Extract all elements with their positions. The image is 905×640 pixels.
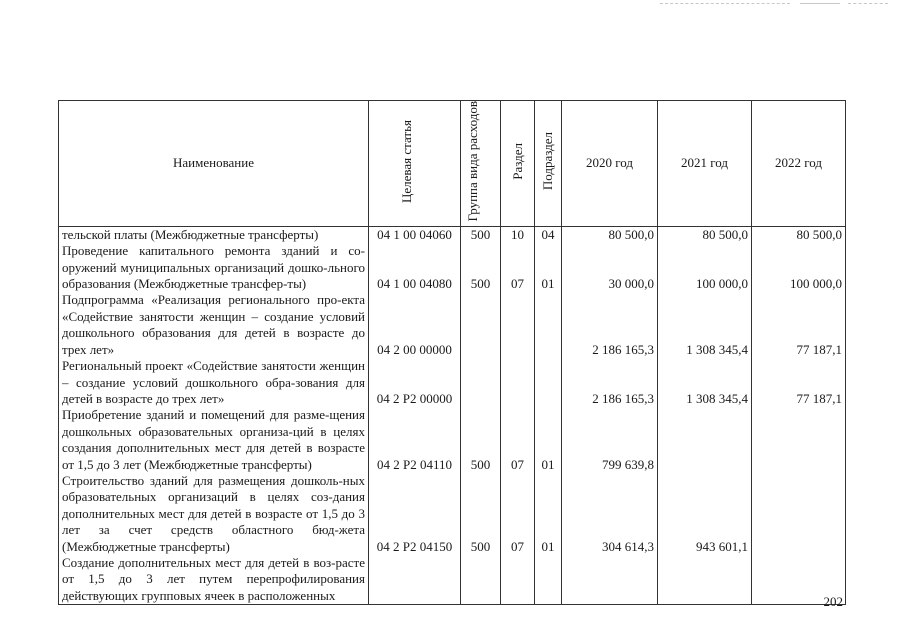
row-name: Приобретение зданий и помещений для разме-щения дошкольных образовательных организа-ций в целях создания дополнительных мест для детей в возрасте от 1,5 до 3 лет (Межбюджетные трансферты) bbox=[59, 407, 369, 473]
row-name: Проведение капитального ремонта зданий и со-оружений муниципальных организаций дошко-льного образования (Межбюджетные трансфер-ты) bbox=[59, 243, 369, 292]
row-name: Создание дополнительных мест для детей в воз-расте от 1,5 до 3 лет путем перепрофилирования действующих групповых ячеек в расположенных bbox=[59, 555, 369, 605]
scan-line bbox=[848, 3, 888, 4]
row-section bbox=[501, 358, 535, 407]
row-subsection bbox=[535, 292, 562, 358]
row-2022: 77 187,1 bbox=[752, 292, 846, 358]
row-2021 bbox=[658, 407, 752, 473]
row-2020: 304 614,3 bbox=[562, 473, 658, 555]
row-target-article: 04 2 P2 04150 bbox=[369, 473, 461, 555]
row-2020: 30 000,0 bbox=[562, 243, 658, 292]
table-row bbox=[59, 358, 846, 407]
row-2020 bbox=[562, 555, 658, 605]
row-target-article bbox=[369, 555, 461, 605]
header-target-article: Целевая статья bbox=[369, 101, 461, 227]
row-target-article: 04 1 00 04080 bbox=[369, 243, 461, 292]
row-expense-group: 500 bbox=[461, 226, 501, 243]
budget-table bbox=[58, 100, 846, 605]
row-2022: 80 500,0 bbox=[752, 226, 846, 243]
table-row bbox=[59, 407, 846, 473]
header-name: Наименование bbox=[59, 101, 369, 227]
row-expense-group: 500 bbox=[461, 473, 501, 555]
table-row bbox=[59, 243, 846, 292]
row-section: 10 bbox=[501, 226, 535, 243]
row-expense-group bbox=[461, 358, 501, 407]
row-target-article: 04 1 00 04060 bbox=[369, 226, 461, 243]
row-2021: 943 601,1 bbox=[658, 473, 752, 555]
row-subsection: 01 bbox=[535, 243, 562, 292]
row-2021: 80 500,0 bbox=[658, 226, 752, 243]
header-subsection: Подраздел bbox=[535, 101, 562, 227]
row-section bbox=[501, 292, 535, 358]
row-subsection: 01 bbox=[535, 473, 562, 555]
table-row bbox=[59, 226, 846, 243]
row-target-article: 04 2 00 00000 bbox=[369, 292, 461, 358]
row-2021: 100 000,0 bbox=[658, 243, 752, 292]
scan-line bbox=[800, 3, 840, 4]
table-row bbox=[59, 555, 846, 605]
header-2021: 2021 год bbox=[658, 101, 752, 227]
header-2020: 2020 год bbox=[562, 101, 658, 227]
row-2020: 2 186 165,3 bbox=[562, 358, 658, 407]
row-2022 bbox=[752, 473, 846, 555]
row-2020: 2 186 165,3 bbox=[562, 292, 658, 358]
row-section: 07 bbox=[501, 407, 535, 473]
row-subsection bbox=[535, 555, 562, 605]
row-subsection: 04 bbox=[535, 226, 562, 243]
row-subsection bbox=[535, 358, 562, 407]
table-row bbox=[59, 473, 846, 555]
row-2021: 1 308 345,4 bbox=[658, 292, 752, 358]
row-target-article: 04 2 P2 00000 bbox=[369, 358, 461, 407]
row-2022: 100 000,0 bbox=[752, 243, 846, 292]
scan-line bbox=[660, 3, 790, 4]
page-number: 202 bbox=[823, 594, 843, 609]
header-section: Раздел bbox=[501, 101, 535, 227]
row-expense-group bbox=[461, 555, 501, 605]
table-header bbox=[59, 101, 846, 227]
row-expense-group: 500 bbox=[461, 407, 501, 473]
row-section bbox=[501, 555, 535, 605]
row-name: Региональный проект «Содействие занятости женщин – создание условий дошкольного обра-зования для детей в возрасте до трех лет» bbox=[59, 358, 369, 407]
row-2021 bbox=[658, 555, 752, 605]
row-section: 07 bbox=[501, 243, 535, 292]
header-2022: 2022 год bbox=[752, 101, 846, 227]
row-2021: 1 308 345,4 bbox=[658, 358, 752, 407]
row-section: 07 bbox=[501, 473, 535, 555]
row-target-article: 04 2 P2 04110 bbox=[369, 407, 461, 473]
row-2020: 80 500,0 bbox=[562, 226, 658, 243]
header-expense-group: Группа вида расходов bbox=[461, 101, 501, 227]
row-subsection: 01 bbox=[535, 407, 562, 473]
row-2022: 77 187,1 bbox=[752, 358, 846, 407]
table-row bbox=[59, 292, 846, 358]
row-name: тельской платы (Межбюджетные трансферты) bbox=[59, 226, 369, 243]
row-2020: 799 639,8 bbox=[562, 407, 658, 473]
row-2022 bbox=[752, 407, 846, 473]
row-name: Строительство зданий для размещения дошколь-ных образовательных организаций в целях соз-дания дополнительных мест для детей в возрасте от 1,5 до 3 лет за счет средств областного бюд-жета (Межбюджетные трансферты) bbox=[59, 473, 369, 555]
row-expense-group bbox=[461, 292, 501, 358]
scan-artifacts bbox=[0, 0, 905, 8]
row-name: Подпрограмма «Реализация регионального про-екта «Содействие занятости женщин – создание условий дошкольного образования для детей в возрасте до трех лет» bbox=[59, 292, 369, 358]
row-expense-group: 500 bbox=[461, 243, 501, 292]
